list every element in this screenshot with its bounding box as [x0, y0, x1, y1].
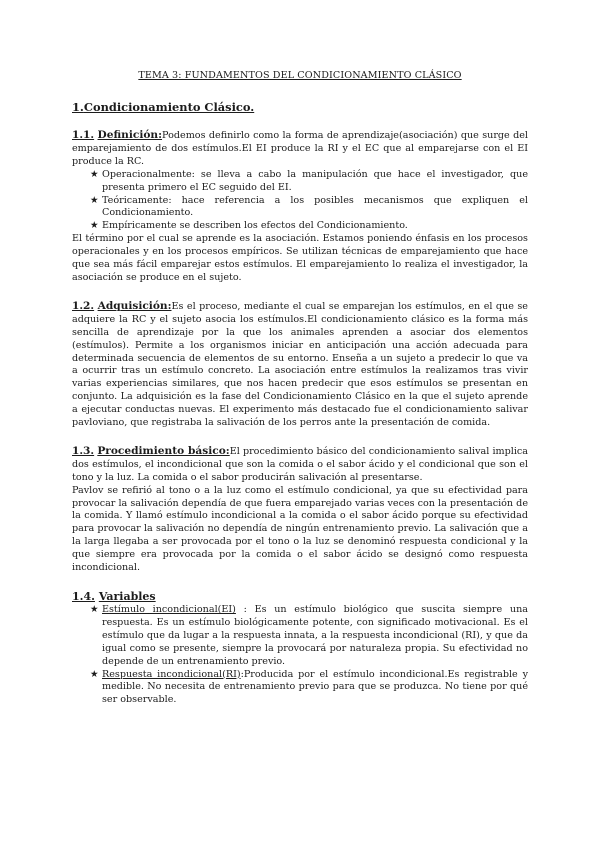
subsection-number: 1.1.: [72, 129, 95, 141]
subsection-heading: Adquisición:: [97, 299, 172, 312]
variables-list: [72, 604, 528, 707]
bullet-list: [72, 169, 528, 234]
star-bullet-icon: ★: [90, 668, 99, 680]
list-item: [72, 604, 528, 669]
paragraph-text: Es el proceso, mediante el cual se emparejan los estímulos, en el que se adquiere la RC y el sujeto asocia los estímulos.El condicionamiento clásico es la forma más sencilla de aprendizaje por la que los animales aprenden a asociar dos elementos (estímulos). Permite a los organismos iniciar en anticipación una acción adecuada para determinada secuencia de elementos de su entorno. Enseña a un sujeto a predecir lo que va a ocurrir tras un estímulo concreto. La asociación entre estímulos la realizamos tras vivir varias experiencias similares, que nos hacen predecir que esos estímulos se presentan en conjunto. La adquisición es la fase del Condicionamiento Clásico en la que el sujeto aprende a ejecutar conductas nuevas. El experimento más destacado fue el condicionamiento salivar pavloviano, que registraba la salivación de los perros ante la presentación de comida.: [72, 300, 528, 429]
paragraph: [72, 300, 528, 430]
section-procedimiento: [72, 445, 528, 575]
section-variables-heading: [72, 590, 528, 604]
section-number: 1.: [72, 100, 84, 114]
subsection-heading: Procedimiento básico:: [97, 444, 230, 457]
list-item: [72, 669, 528, 708]
section-adquisicion: [72, 300, 528, 430]
list-item-text: Operacionalmente: se lleva a cabo la manipulación que hace el investigador, que presenta primero el EC seguido del EI.: [102, 168, 528, 193]
variable-text: :Producida por el estímulo incondicional.Es registrable y medible. No necesita de entrenamiento previo para que se produzca. No tiene por qué ser observable.: [102, 668, 528, 706]
variable-label: Estímulo incondicional(EI): [102, 604, 236, 615]
star-bullet-icon: ★: [90, 168, 99, 180]
list-item-text: Empíricamente se describen los efectos del Condicionamiento.: [102, 220, 408, 232]
subsection-heading: Variables: [98, 590, 156, 603]
section-title: Condicionamiento Clásico.: [83, 100, 255, 114]
variable-label: Respuesta incondicional(RI): [102, 668, 241, 680]
section-heading-1: [72, 100, 528, 114]
paragraph-text: El procedimiento básico del condicionamiento salival implica dos estímulos, el incondicional que son la comida o el sabor ácido y el condicional que son el tono y la luz. La comida o el sabor producirán salivación al presentarse.: [72, 445, 528, 483]
subsection-number: 1.2.: [72, 299, 95, 312]
list-item: [72, 195, 528, 221]
section-definicion: [72, 129, 528, 285]
list-item-text: Teóricamente: hace referencia a los posibles mecanismos que expliquen el Condicionamiento.: [102, 194, 528, 219]
list-item: [72, 220, 528, 233]
paragraph: [72, 129, 528, 169]
paragraph: El término por el cual se aprende es la asociación. Estamos poniendo énfasis en los procesos operacionales y en los procesos empíricos. Se utilizan técnicas de emparejamiento que hace que sea más fácil emparejar estos estímulos. El emparejamiento lo realiza el investigador, la asociación se produce en el sujeto.: [72, 233, 528, 283]
star-bullet-icon: ★: [90, 220, 99, 232]
subsection-number: 1.4.: [72, 590, 95, 603]
list-item: [72, 169, 528, 195]
paragraph: [72, 445, 528, 485]
paragraph-text: Podemos definirlo como la forma de aprendizaje(asociación) que surge del emparejamiento de dos estímulos.El EI produce la RI y el EC que al emparejarse con el EI produce la RC.: [72, 130, 528, 167]
star-bullet-icon: ★: [90, 194, 99, 206]
subsection-heading: Definición:: [97, 129, 163, 141]
document-title: TEMA 3: FUNDAMENTOS DEL CONDICIONAMIENTO CLÁSICO: [138, 70, 462, 81]
paragraph: Pavlov se refirió al tono o a la luz como el estímulo condicional, ya que su efectividad para provocar la salivación dependía de que fuera emparejado varias veces con la presentación de la comida. Y llamó estímulo incondicional a la comida o el sabor ácido porque su efectividad para provocar la salivación no dependía de ningún entrenamiento previo. La salivación que a la larga llegaba a ser provocada por el tono o la luz se denominó respuesta condicional y la que siempre era provocada por la comida o el sabor ácido se designó como respuesta incondicional.: [72, 484, 528, 574]
subsection-number: 1.3.: [72, 444, 95, 457]
star-bullet-icon: ★: [90, 604, 99, 615]
document-page: [72, 70, 528, 707]
variable-text: : Es un estímulo biológico que suscita siempre una respuesta. Es un estímulo biológicamente potente, con significado motivacional. Es el estímulo que da lugar a la respuesta innata, a la respuesta incondicional (RI), y que da igual como se presente, siempre la provocará por naturaleza propia. Su efectividad no depende de un entrenamiento previo.: [102, 604, 528, 667]
